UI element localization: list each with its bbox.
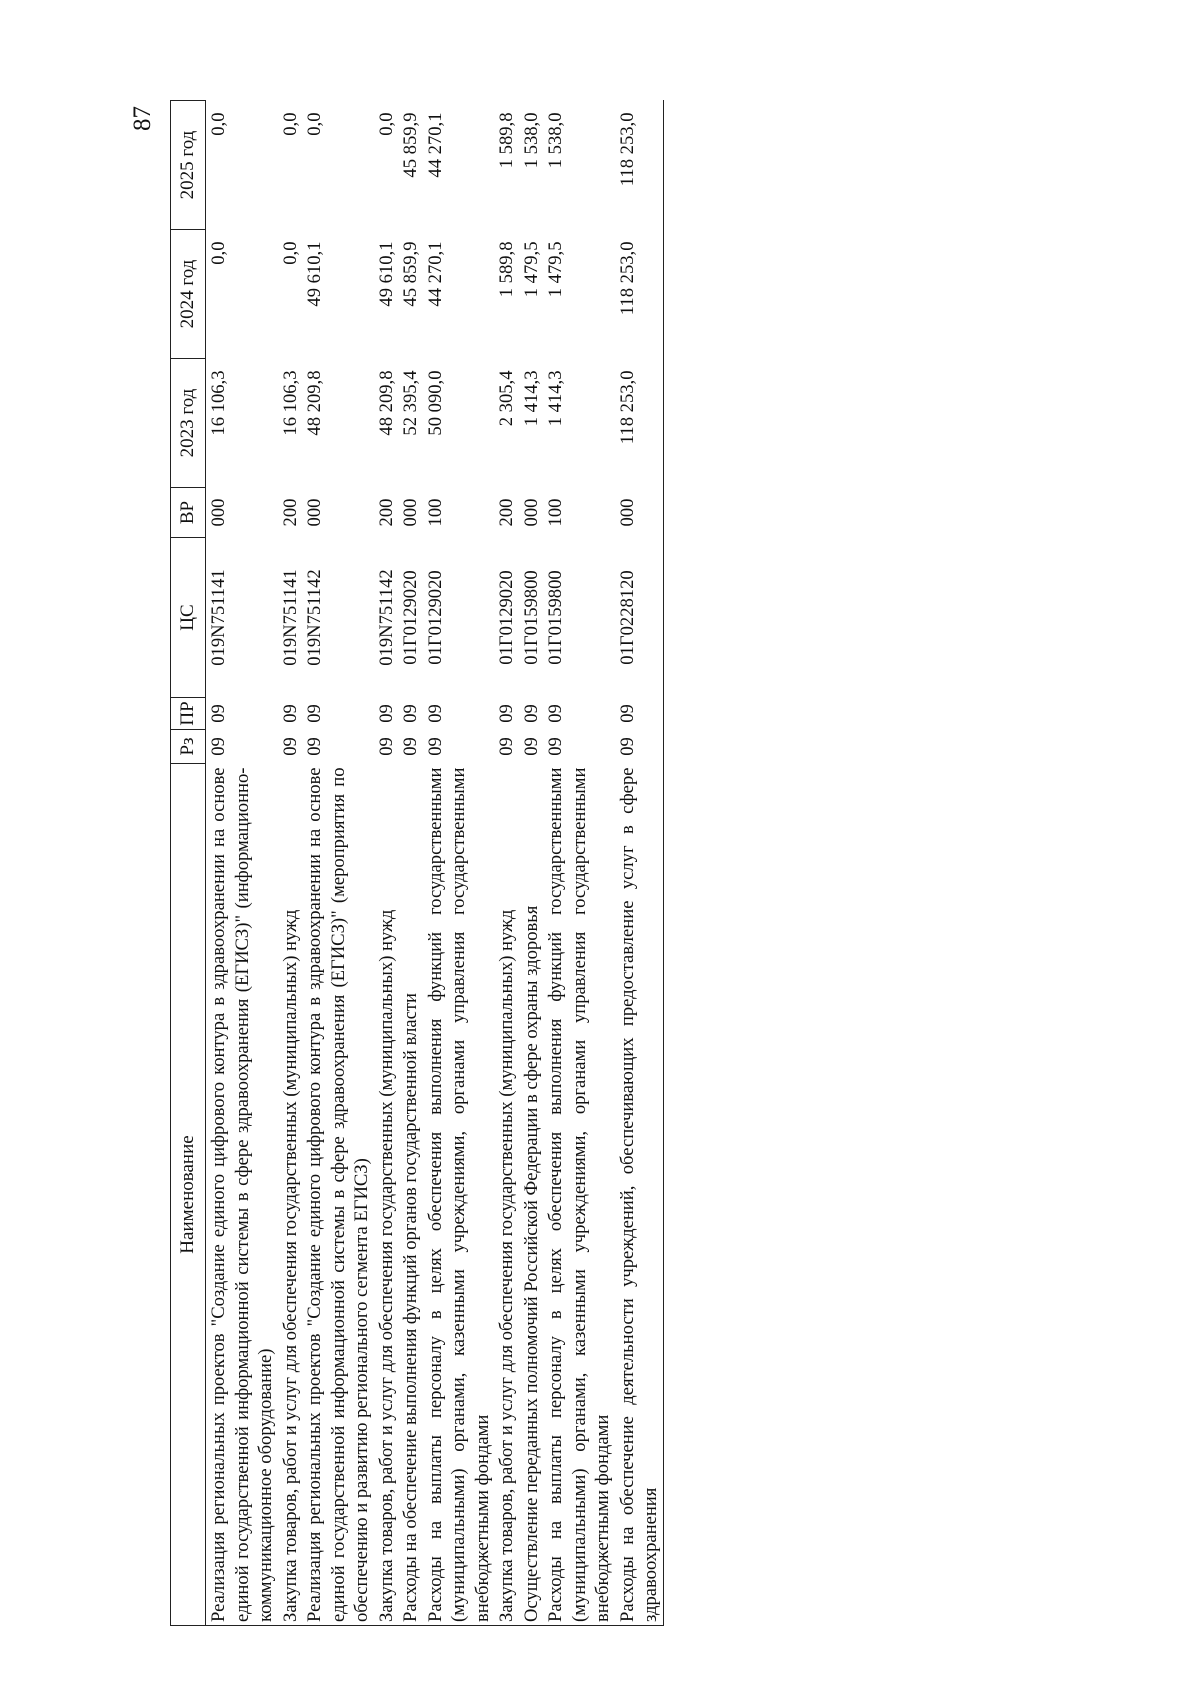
header-vr: ВР [171, 488, 206, 538]
row-name: Расходы на выплаты персоналу в целях обеспечения выполнения функций государственными (муниципальными) органами, казенными учреждениями, органами управления государственными внебюджетными фондами [543, 764, 615, 1626]
row-rz: 09 [545, 737, 566, 756]
row-name: Расходы на обеспечение деятельности учреждений, обеспечивающих предоставление услуг в сфере здравоохранения [615, 764, 664, 1626]
table-row [615, 101, 664, 1626]
row-pr: 09 [400, 704, 421, 723]
row-pr: 09 [615, 698, 664, 730]
row-2024: 49 610,1 [304, 241, 325, 307]
row-2025: 0,0 [279, 112, 301, 136]
row-rz: 09 [424, 737, 446, 756]
row-2025: 118 253,0 [615, 101, 664, 230]
row-rz: 09 [208, 737, 229, 756]
row-cs: 01Г0159800 [545, 570, 566, 665]
row-name: Закупка товаров, работ и услуг для обеспечения государственных (муниципальных) нужд [374, 764, 399, 1626]
header-2024: 2024 год [171, 230, 206, 359]
row-cs: 019N751142 [375, 569, 397, 666]
row-rz: 09 [400, 737, 421, 756]
row-2025: 1 538,0 [520, 112, 542, 169]
table-row [278, 101, 303, 1626]
row-2024: 0,0 [208, 241, 229, 265]
row-rz: 09 [520, 737, 542, 756]
row-cs: 01Г0129020 [400, 570, 421, 665]
row-vr: 000 [520, 498, 542, 527]
row-2023: 50 090,0 [424, 370, 446, 436]
row-2023: 1 414,3 [520, 370, 542, 427]
budget-table [170, 100, 664, 1626]
row-2024: 118 253,0 [615, 230, 664, 359]
row-cs: 019N751141 [279, 569, 301, 666]
header-pr: ПР [171, 698, 206, 730]
row-rz: 09 [615, 730, 664, 764]
row-name: Расходы на обеспечение выполнения функций органов государственной власти [398, 764, 423, 1626]
row-2024: 49 610,1 [375, 241, 397, 307]
row-2025: 0,0 [304, 112, 325, 136]
row-vr: 000 [400, 498, 421, 527]
row-2024: 1 589,8 [496, 241, 517, 298]
page-number: 87 [129, 106, 156, 131]
row-vr: 000 [615, 488, 664, 538]
row-2023: 48 209,8 [304, 370, 325, 436]
row-vr: 200 [279, 498, 301, 527]
row-cs: 01Г0129020 [496, 570, 517, 665]
row-2025: 0,0 [208, 112, 229, 136]
row-rz: 09 [279, 737, 301, 756]
table-row [398, 101, 423, 1626]
row-name: Закупка товаров, работ и услуг для обеспечения государственных (муниципальных) нужд [278, 764, 303, 1626]
row-2024: 44 270,1 [424, 241, 446, 307]
row-pr: 09 [545, 704, 566, 723]
table-row [543, 101, 615, 1626]
row-2024: 1 479,5 [545, 241, 566, 298]
row-name: Реализация региональных проектов "Создание единого цифрового контура в здравоохранении на основе единой государственной информационной системы в сфере здравоохранения (ЕГИСЗ)" (мероприятия по обеспечению и развитию регионального сегмента ЕГИСЗ) [302, 764, 374, 1626]
row-pr: 09 [424, 704, 446, 723]
header-cs: ЦС [171, 538, 206, 698]
row-2024: 45 859,9 [400, 241, 421, 307]
table-row [302, 101, 374, 1626]
row-2025: 1 538,0 [545, 112, 566, 169]
table-row [494, 101, 519, 1626]
row-vr: 100 [545, 498, 566, 527]
row-2023: 16 106,3 [208, 370, 229, 436]
row-2023: 48 209,8 [375, 370, 397, 436]
row-2023: 118 253,0 [615, 359, 664, 488]
row-2023: 52 395,4 [400, 370, 421, 436]
row-rz: 09 [496, 737, 517, 756]
row-pr: 09 [304, 704, 325, 723]
row-name: Закупка товаров, работ и услуг для обеспечения государственных (муниципальных) нужд [494, 764, 519, 1626]
row-rz: 09 [304, 737, 325, 756]
row-2023: 1 414,3 [545, 370, 566, 427]
table-body [206, 101, 664, 1626]
row-pr: 09 [208, 704, 229, 723]
row-vr: 000 [304, 498, 325, 527]
row-vr: 200 [375, 498, 397, 527]
row-2025: 44 270,1 [424, 112, 446, 178]
table-row [423, 101, 495, 1626]
row-name: Реализация региональных проектов "Создание единого цифрового контура в здравоохранении на основе единой государственной информационной системы в сфере здравоохранения (ЕГИСЗ)" (информационно-коммуникационное оборудование) [206, 764, 278, 1626]
row-name: Расходы на выплаты персоналу в целях обеспечения выполнения функций государственными (муниципальными) органами, казенными учреждениями, органами управления государственными внебюджетными фондами [423, 764, 495, 1626]
row-pr: 09 [279, 704, 301, 723]
row-vr: 000 [208, 498, 229, 527]
row-name: Осуществление переданных полномочий Российской Федерации в сфере охраны здоровья [519, 764, 544, 1626]
row-pr: 09 [496, 704, 517, 723]
header-2023: 2023 год [171, 359, 206, 488]
row-pr: 09 [520, 704, 542, 723]
row-vr: 200 [496, 498, 517, 527]
row-2024: 0,0 [279, 241, 301, 265]
row-cs: 01Г0129020 [424, 570, 446, 665]
table-row [374, 101, 399, 1626]
row-cs: 019N751141 [208, 569, 229, 666]
row-2025: 1 589,8 [496, 112, 517, 169]
row-cs: 01Г0228120 [615, 538, 664, 698]
row-2023: 2 305,4 [496, 370, 517, 427]
row-2025: 45 859,9 [400, 112, 421, 178]
row-rz: 09 [375, 737, 397, 756]
header-name: Наименование [171, 764, 206, 1626]
header-2025: 2025 год [171, 101, 206, 230]
row-vr: 100 [424, 498, 446, 527]
table-row [519, 101, 544, 1626]
row-2025: 0,0 [375, 112, 397, 136]
row-pr: 09 [375, 704, 397, 723]
row-2023: 16 106,3 [279, 370, 301, 436]
header-rz: Рз [171, 730, 206, 764]
row-2024: 1 479,5 [520, 241, 542, 298]
table-row [206, 101, 278, 1626]
row-cs: 019N751142 [304, 569, 325, 666]
row-cs: 01Г0159800 [520, 570, 542, 665]
table-header [171, 101, 206, 1626]
